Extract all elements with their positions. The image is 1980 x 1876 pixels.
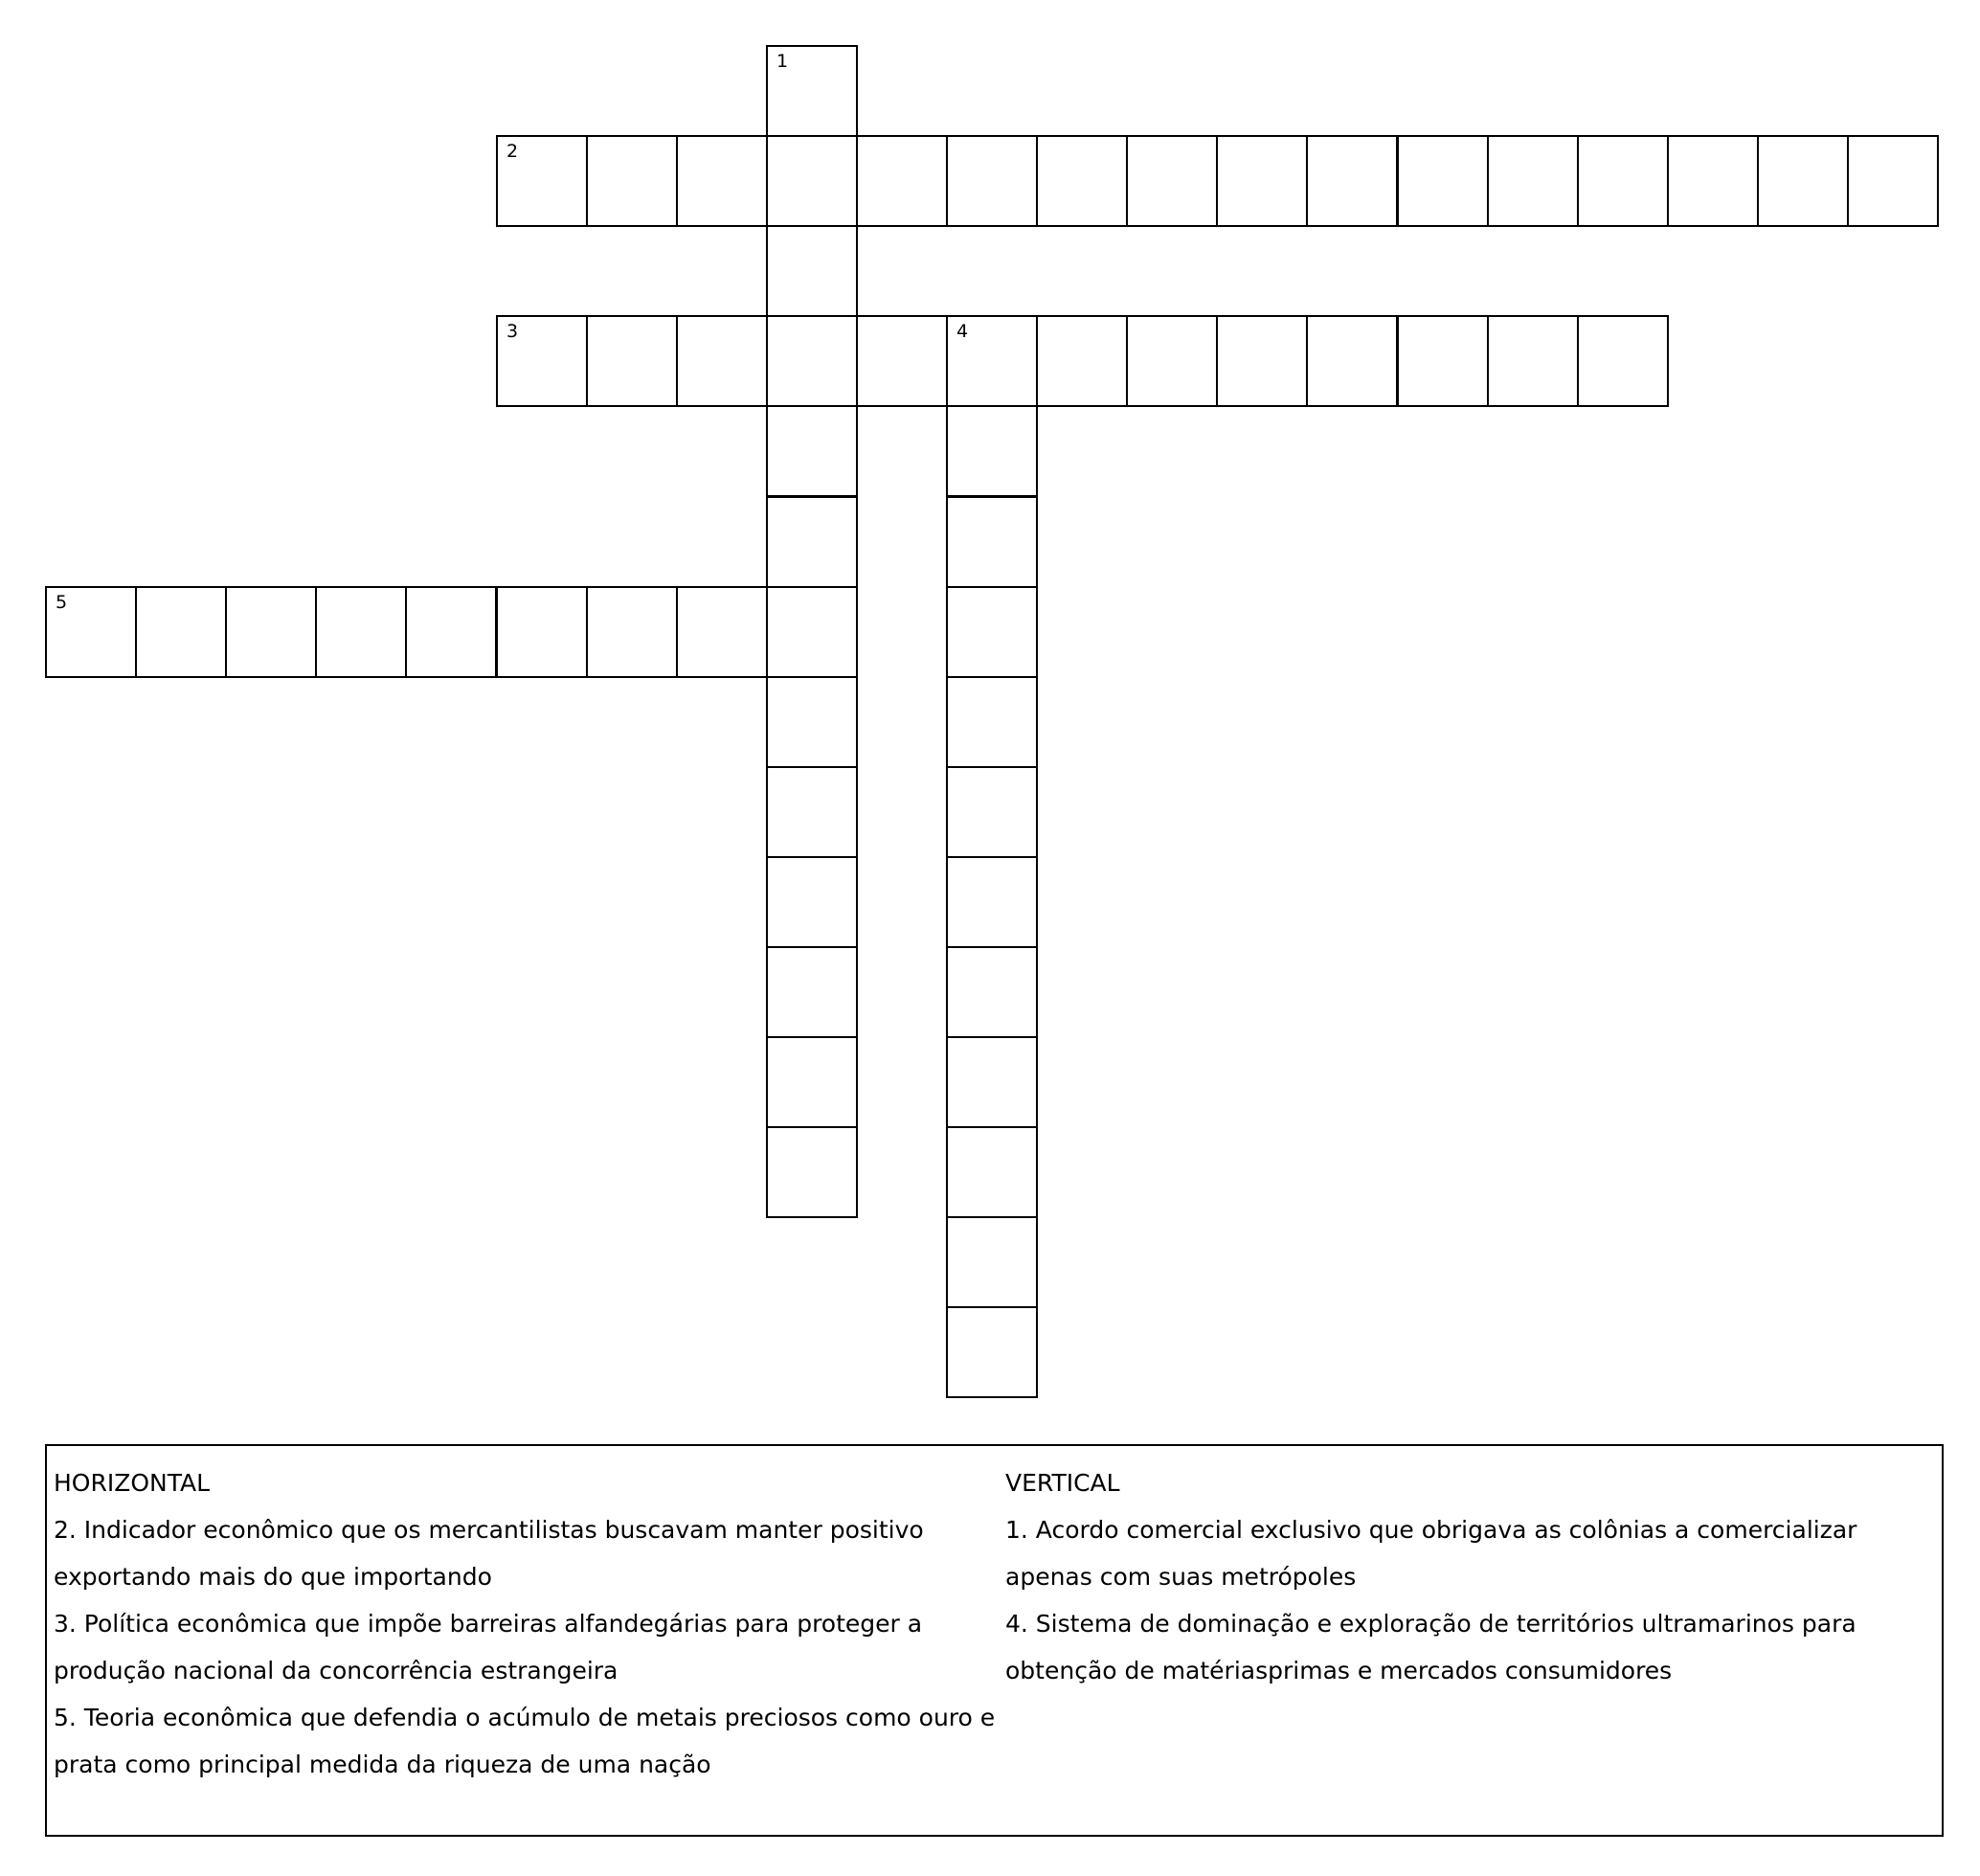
cell-number: 1	[776, 51, 789, 72]
crossword-cell[interactable]	[225, 586, 317, 678]
crossword-cell[interactable]	[1216, 135, 1308, 227]
crossword-cell[interactable]	[946, 856, 1038, 948]
crossword-cell[interactable]	[45, 586, 137, 678]
crossword-cell[interactable]	[946, 315, 1038, 407]
crossword-cell[interactable]	[1126, 315, 1218, 407]
crossword-cell[interactable]	[856, 135, 948, 227]
crossword-cell[interactable]	[766, 225, 858, 317]
crossword-cell[interactable]	[1487, 315, 1579, 407]
crossword-cell[interactable]	[946, 1036, 1038, 1128]
crossword-cell[interactable]	[766, 135, 858, 227]
crossword-cell[interactable]	[405, 586, 497, 678]
crossword-cell[interactable]	[946, 1216, 1038, 1308]
crossword-cell[interactable]	[766, 315, 858, 407]
crossword-cell[interactable]	[676, 315, 768, 407]
crossword-cell[interactable]	[1216, 315, 1308, 407]
crossword-cell[interactable]	[946, 586, 1038, 678]
crossword-cell[interactable]	[1487, 135, 1579, 227]
crossword-cell[interactable]	[946, 1126, 1038, 1218]
crossword-cell[interactable]	[1126, 135, 1218, 227]
crossword-cell[interactable]	[766, 1126, 858, 1218]
clue-across-3: 3. Política econômica que impõe barreiras alfandegárias para proteger a produção nacional da concorrência estrangeira	[54, 1610, 923, 1684]
clue-across-2: 2. Indicador econômico que os mercantilistas buscavam manter positivo exportando mais do que importando	[54, 1516, 924, 1591]
crossword-cell[interactable]	[766, 856, 858, 948]
crossword-cell[interactable]	[766, 946, 858, 1038]
crossword-cell[interactable]	[1306, 135, 1398, 227]
clue-down-4: 4. Sistema de dominação e exploração de territórios ultramarinos para obtenção de matériasprimas e mercados consumidores	[1005, 1610, 1856, 1684]
cell-number: 2	[506, 141, 519, 162]
crossword-cell[interactable]	[586, 586, 678, 678]
crossword-cell[interactable]	[1397, 135, 1489, 227]
crossword-cell[interactable]	[1036, 315, 1128, 407]
clue-across-5: 5. Teoria econômica que defendia o acúmulo de metais preciosos como ouro e prata como principal medida da riqueza de uma nação	[54, 1704, 996, 1778]
crossword-cell[interactable]	[135, 586, 227, 678]
crossword-cell[interactable]	[946, 1306, 1038, 1398]
crossword-cell[interactable]	[1306, 315, 1398, 407]
crossword-cell[interactable]	[766, 676, 858, 768]
clue-down-1: 1. Acordo comercial exclusivo que obrigava as colônias a comercializar apenas com suas metrópoles	[1005, 1516, 1857, 1591]
cell-number: 3	[506, 321, 519, 342]
crossword-cell[interactable]	[1036, 135, 1128, 227]
crossword-cell[interactable]	[496, 586, 588, 678]
crossword-cell[interactable]	[946, 496, 1038, 588]
vertical-clues	[1005, 1459, 1939, 1694]
horizontal-title: HORIZONTAL	[54, 1469, 211, 1497]
crossword-cell[interactable]	[1667, 135, 1759, 227]
crossword-cell[interactable]	[676, 135, 768, 227]
crossword-cell[interactable]	[1577, 315, 1669, 407]
crossword-cell[interactable]	[946, 135, 1038, 227]
crossword-cell[interactable]	[1577, 135, 1669, 227]
clues-box	[45, 1444, 1944, 1837]
crossword-cell[interactable]	[766, 766, 858, 858]
crossword-cell[interactable]	[946, 766, 1038, 858]
crossword-cell[interactable]	[946, 946, 1038, 1038]
crossword-cell[interactable]	[496, 135, 588, 227]
crossword-cell[interactable]	[766, 45, 858, 137]
crossword-cell[interactable]	[1757, 135, 1849, 227]
crossword-cell[interactable]	[676, 586, 768, 678]
crossword-cell[interactable]	[586, 135, 678, 227]
crossword-cell[interactable]	[496, 315, 588, 407]
crossword-cell[interactable]	[766, 405, 858, 497]
crossword-cell[interactable]	[766, 1036, 858, 1128]
crossword-cell[interactable]	[946, 405, 1038, 497]
crossword-cell[interactable]	[1397, 315, 1489, 407]
cell-number: 5	[56, 592, 68, 613]
crossword-cell[interactable]	[766, 586, 858, 678]
cell-number: 4	[956, 321, 969, 342]
crossword-cell[interactable]	[586, 315, 678, 407]
crossword-cell[interactable]	[1847, 135, 1939, 227]
vertical-title: VERTICAL	[1005, 1469, 1120, 1497]
crossword-cell[interactable]	[946, 676, 1038, 768]
crossword-cell[interactable]	[766, 496, 858, 588]
crossword-cell[interactable]	[856, 315, 948, 407]
crossword-cell[interactable]	[315, 586, 407, 678]
horizontal-clues	[54, 1459, 1001, 1788]
